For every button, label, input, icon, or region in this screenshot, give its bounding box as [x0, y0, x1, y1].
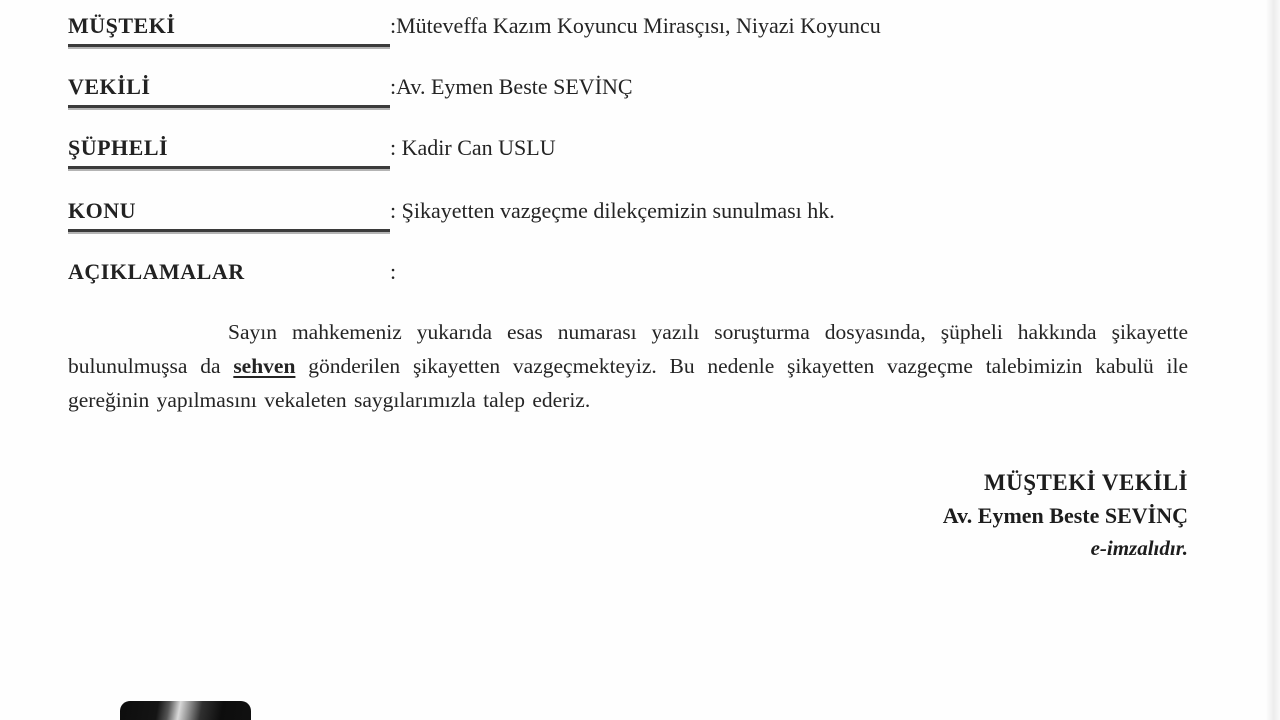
signature-block — [943, 466, 1188, 564]
field-label-aciklamalar: AÇIKLAMALAR — [68, 259, 245, 284]
field-label-konu: KONU — [68, 197, 390, 232]
e-signature-note: e-imzalıdır. — [1090, 536, 1188, 560]
page-edge-shadow — [1266, 0, 1280, 720]
field-value-aciklamalar: : — [390, 259, 397, 284]
petition-body-paragraph — [68, 315, 1188, 417]
field-value-musteki: :Müteveffa Kazım Koyuncu Mirasçısı, Niyazi Koyuncu — [390, 13, 881, 38]
signature-name: Av. Eymen Beste SEVİNÇ — [942, 503, 1188, 528]
field-row-musteki — [68, 12, 1198, 47]
stamp-image — [120, 701, 251, 720]
field-row-supheli — [68, 134, 1198, 169]
field-value-konu: : Şikayetten vazgeçme dilekçemizin sunulması hk. — [390, 198, 835, 223]
field-value-supheli: : Kadir Can USLU — [390, 135, 556, 160]
field-label-vekili: VEKİLİ — [68, 73, 390, 108]
body-emphasis-sehven: sehven — [233, 354, 296, 378]
body-text-after: gönderilen şikayetten vazgeçmekteyiz. Bu nedenle şikayetten vazgeçme talebimizin kabulü ile gereğinin yapılmasını vekaleten saygılarımızla talep ederiz. — [68, 354, 1188, 412]
field-row-aciklamalar — [68, 258, 1198, 285]
field-value-vekili: :Av. Eymen Beste SEVİNÇ — [390, 74, 633, 99]
field-row-konu — [68, 197, 1198, 232]
body-text-before: Sayın mahkemeniz yukarıda esas numarası yazılı soruşturma dosyasında, şüpheli hakkında şikayette bulunulmuşsa da — [68, 320, 1188, 378]
field-label-supheli: ŞÜPHELİ — [68, 134, 390, 169]
field-row-vekili — [68, 73, 1198, 108]
signature-title: MÜŞTEKİ VEKİLİ — [983, 470, 1188, 495]
field-label-musteki: MÜŞTEKİ — [68, 12, 390, 47]
